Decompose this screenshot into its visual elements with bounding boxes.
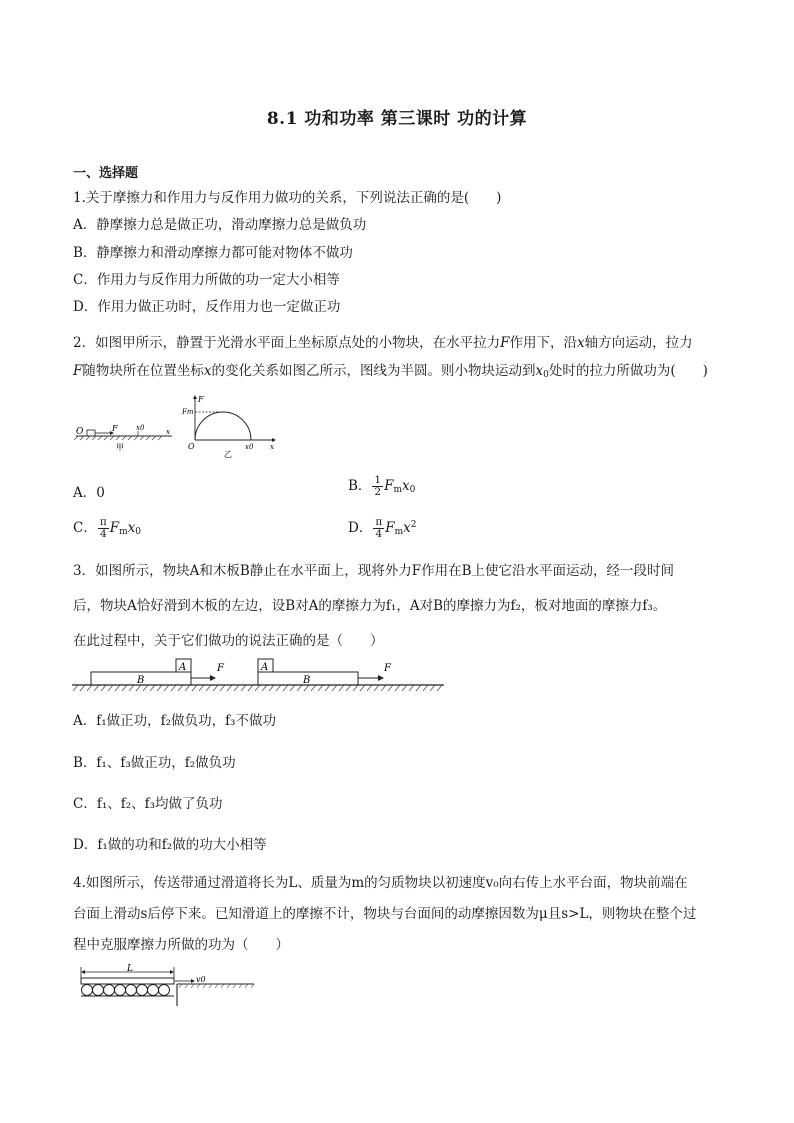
q3-stem-line3: 在此过程中，关于它们做功的说法正确的是（ ） [73,633,384,649]
q2-stem-line1: 2．如图甲所示，静置于光滑水平面上坐标原点处的小物块，在水平拉力F作用下，沿x轴方向运动，拉力 [73,335,693,351]
q2-jia-caption: 甲 [116,443,124,452]
q2-option-b: B． $\frac{1}{2}$ $F_mx_0$ [348,474,416,498]
q4-stem-line1: 4.如图所示，传送带通过滑道将长为L、质量为m的匀质物块以初速度v₀向右传上水平台面，物块前端在 [73,875,688,891]
q4-conveyor-rollers [82,985,170,996]
q1-option-d: D．作用力做正功时，反作用力也一定做正功 [73,299,341,315]
q3-block-a-label-1: A [179,662,187,673]
q3-board-b-label-1: B [137,675,145,686]
q2-figure-jia [74,420,184,456]
q1-option-a: A．静摩擦力总是做正功，滑动摩擦力总是做负功 [73,217,367,233]
q3-option-a: A．f₁做正功，f₂做负功，f₃不做功 [73,713,276,729]
q3-option-b: B．f₁、f₃做正功，f₂做负功 [73,755,236,771]
q1-stem: 1.关于摩擦力和作用力与反作用力做功的关系，下列说法正确的是( ) [73,190,502,206]
q1-option-c: C．作用力与反作用力所做的功一定大小相等 [73,272,340,288]
q2-option-d: D． $\frac{\pi}{4}$ $F_mx^2$ [348,516,417,540]
q2-option-c: C． $\frac{\pi}{4}$ $F_mx_0$ [73,516,142,540]
q4-stem-line2: 台面上滑动s后停下来。已知滑道上的摩擦不计，物块与台面间的动摩擦因数为μ且s>L，则物块在整个过 [73,906,697,922]
q2-yi-caption: 乙 [224,450,232,459]
q2-figure-yi [182,394,278,460]
q1-option-b: B．静摩擦力和滑动摩擦力都可能对物体不做功 [73,245,353,261]
page-title: 8.1 功和功率 第三课时 功的计算 [266,109,528,129]
q2-stem-line2: F随物块所在位置坐标x的变化关系如图乙所示，图线为半圆。则小物块运动到$x_0$处时的拉力所做功为( ) [73,363,708,380]
q2-option-a: A．0 [73,485,105,501]
q3-option-c: C．f₁、f₂、f₃均做了负功 [73,796,223,812]
q3-force-f-label-2: F [384,663,391,674]
q4-figure [78,964,260,1008]
q2-yi-origin-label: O [188,442,195,451]
q2-yi-fm-label: Fm [182,408,194,416]
q4-stem-line3: 程中克服摩擦力所做的功为（ ） [73,937,289,953]
q2-jia-x-label: x [166,428,170,436]
section-heading: 一、选择题 [73,166,139,181]
q4-velocity-v0-label: v0 [196,975,206,984]
q3-stem-line1: 3．如图所示，物块A和木板B静止在水平面上，现将外力F作用在B上使它沿水平面运动，经一段时间 [73,563,675,579]
q3-force-f-label-1: F [217,663,224,674]
q3-ground-hatch [73,685,442,691]
q2-jia-force-label: F [112,424,118,433]
q2-yi-x-label: x [270,443,274,451]
q3-board-b-label-2: B [303,675,311,686]
q2-jia-x0-label: x0 [136,424,145,432]
q3-option-d: D．f₁做的功和f₂做的功大小相等 [73,837,267,853]
q4-length-l-label: L [127,964,133,974]
q2-jia-origin-label: O [76,427,84,437]
q2-yi-x0-label: x0 [245,443,254,451]
q3-stem-line2: 后，物块A恰好滑到木板的左边，设B对A的摩擦力为f₁，A对B的摩擦力为f₂，板对地面的摩擦力f₃。 [73,598,667,614]
q2-yi-axis-f-label: F [198,395,204,404]
q3-figure [72,655,446,695]
q3-block-a-label-2: A [261,662,269,673]
